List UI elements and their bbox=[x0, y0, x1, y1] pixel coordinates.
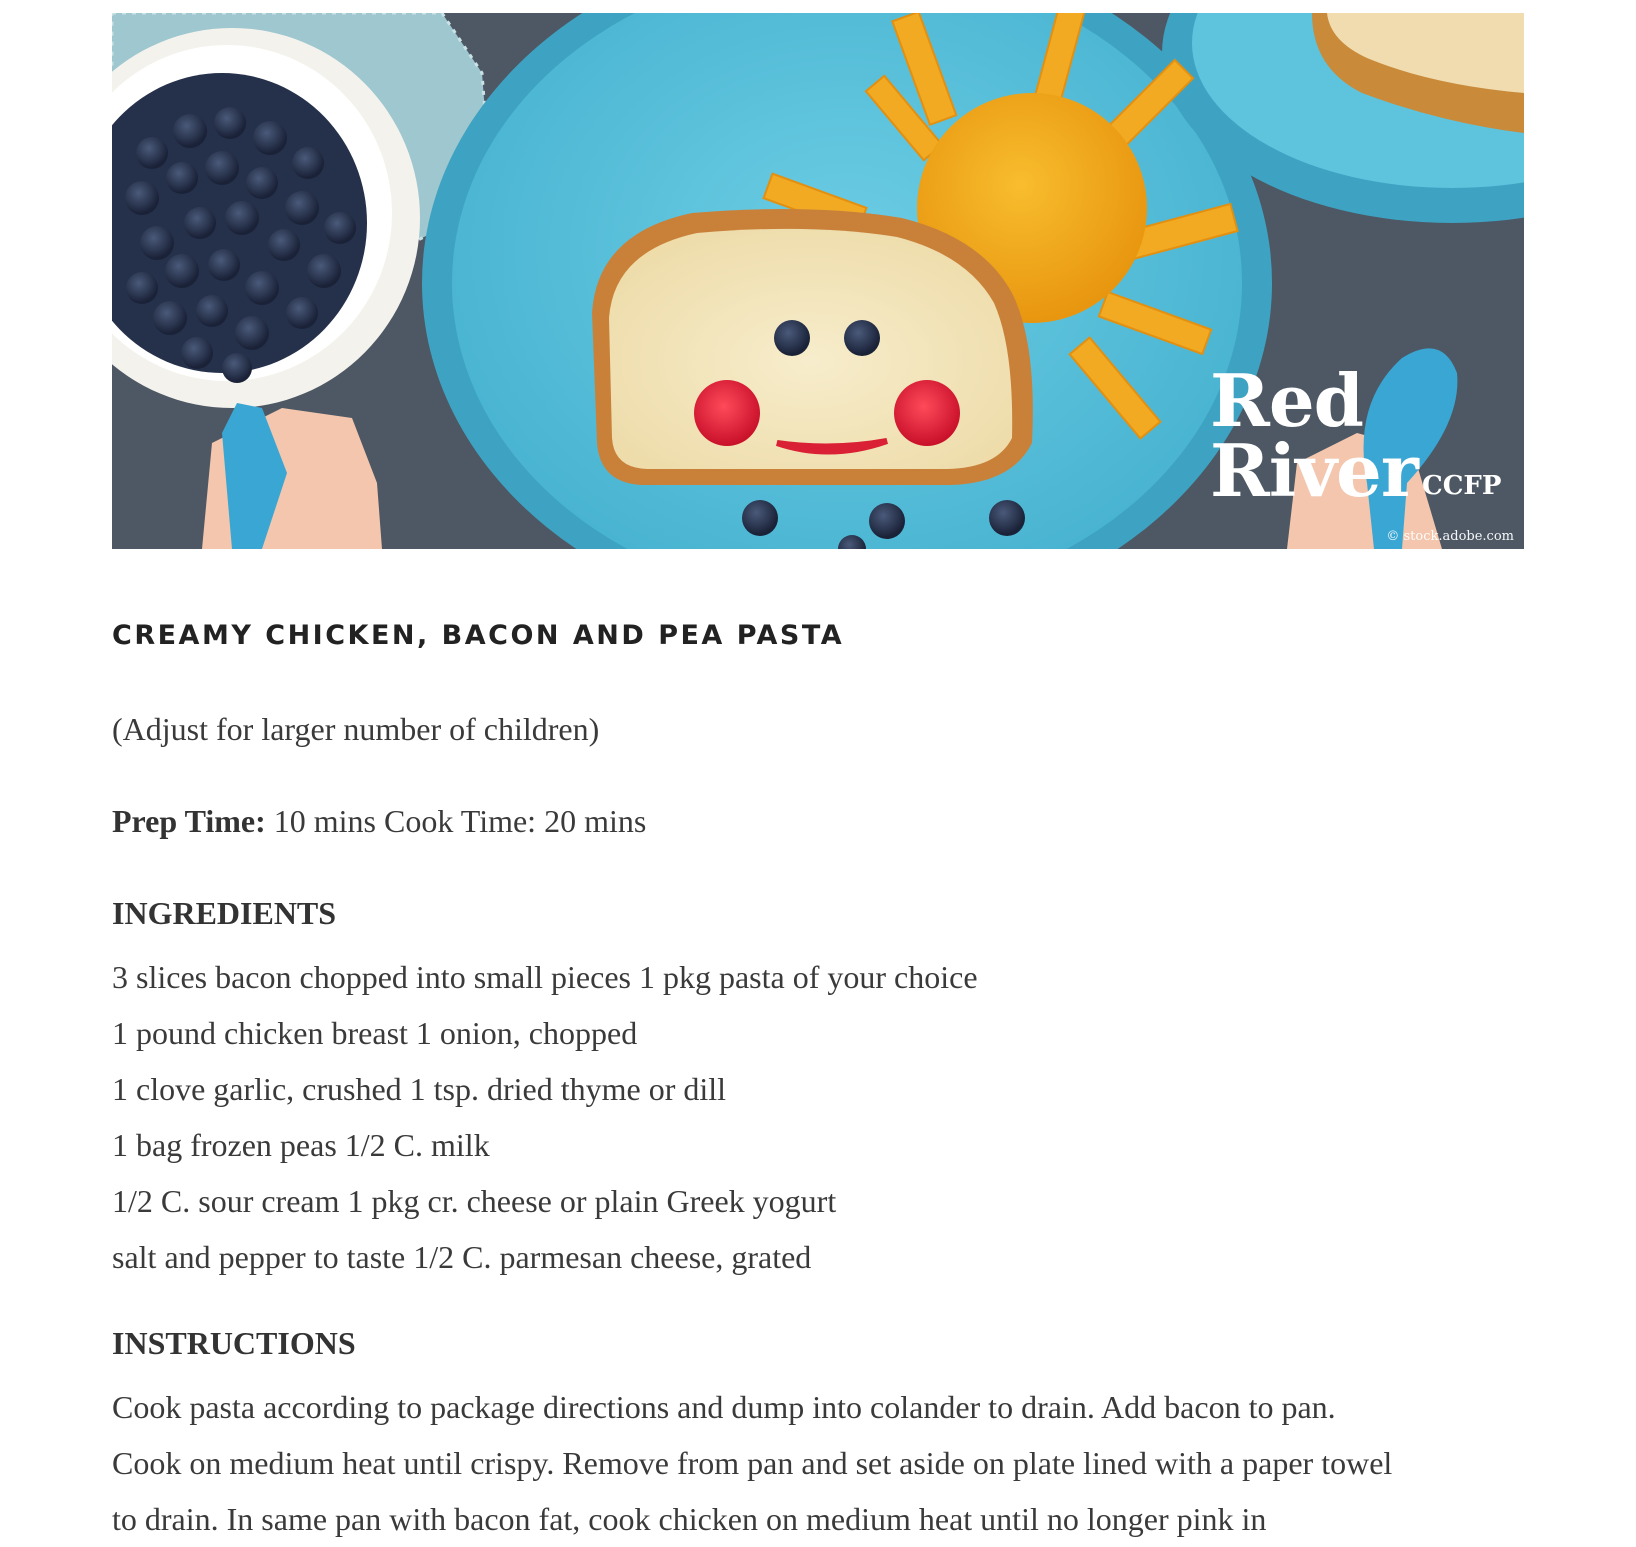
ingredient-item: 1 pound chicken breast 1 onion, chopped bbox=[112, 1015, 638, 1051]
recipe-note: (Adjust for larger number of children) bbox=[112, 711, 600, 747]
prep-time bbox=[112, 801, 646, 841]
recipe-page bbox=[112, 13, 1524, 1537]
ingredient-item: salt and pepper to taste 1/2 C. parmesan cheese, grated bbox=[112, 1239, 812, 1275]
brand-word-river: River bbox=[1210, 428, 1418, 513]
instructions-line: to drain. In same pan with bacon fat, cook chicken on medium heat until no longer pink in bbox=[112, 1501, 1267, 1537]
hero-photo bbox=[112, 13, 1524, 549]
prep-time-label: Prep Time: bbox=[112, 803, 266, 839]
brand-subtitle: CCFP bbox=[1422, 471, 1502, 501]
instructions-heading: INSTRUCTIONS bbox=[112, 1325, 356, 1361]
brand-logo bbox=[1112, 358, 1512, 525]
ingredient-item: 1/2 C. sour cream 1 pkg cr. cheese or plain Greek yogurt bbox=[112, 1183, 837, 1219]
ingredients-heading: INGREDIENTS bbox=[112, 895, 337, 931]
instructions-line: Cook on medium heat until crispy. Remove from pan and set aside on plate lined with a paper towel bbox=[112, 1445, 1393, 1481]
instructions-text bbox=[112, 1379, 1532, 1547]
photo-credit: © stock.adobe.com bbox=[1386, 529, 1514, 544]
prep-time-value: 10 mins Cook Time: 20 mins bbox=[265, 803, 647, 839]
brand-word-red: Red bbox=[1210, 358, 1363, 443]
bread-face bbox=[592, 209, 1033, 485]
ingredient-item: 3 slices bacon chopped into small pieces 1 pkg pasta of your choice bbox=[112, 959, 978, 995]
ingredient-item: 1 bag frozen peas 1/2 C. milk bbox=[112, 1127, 490, 1163]
recipe-title: CREAMY CHICKEN, BACON AND PEA PASTA bbox=[112, 620, 845, 651]
instructions-line: Cook pasta according to package directions and dump into colander to drain. Add bacon to pan. bbox=[112, 1389, 1336, 1425]
ingredients-list bbox=[112, 949, 978, 1285]
ingredient-item: 1 clove garlic, crushed 1 tsp. dried thyme or dill bbox=[112, 1071, 727, 1107]
